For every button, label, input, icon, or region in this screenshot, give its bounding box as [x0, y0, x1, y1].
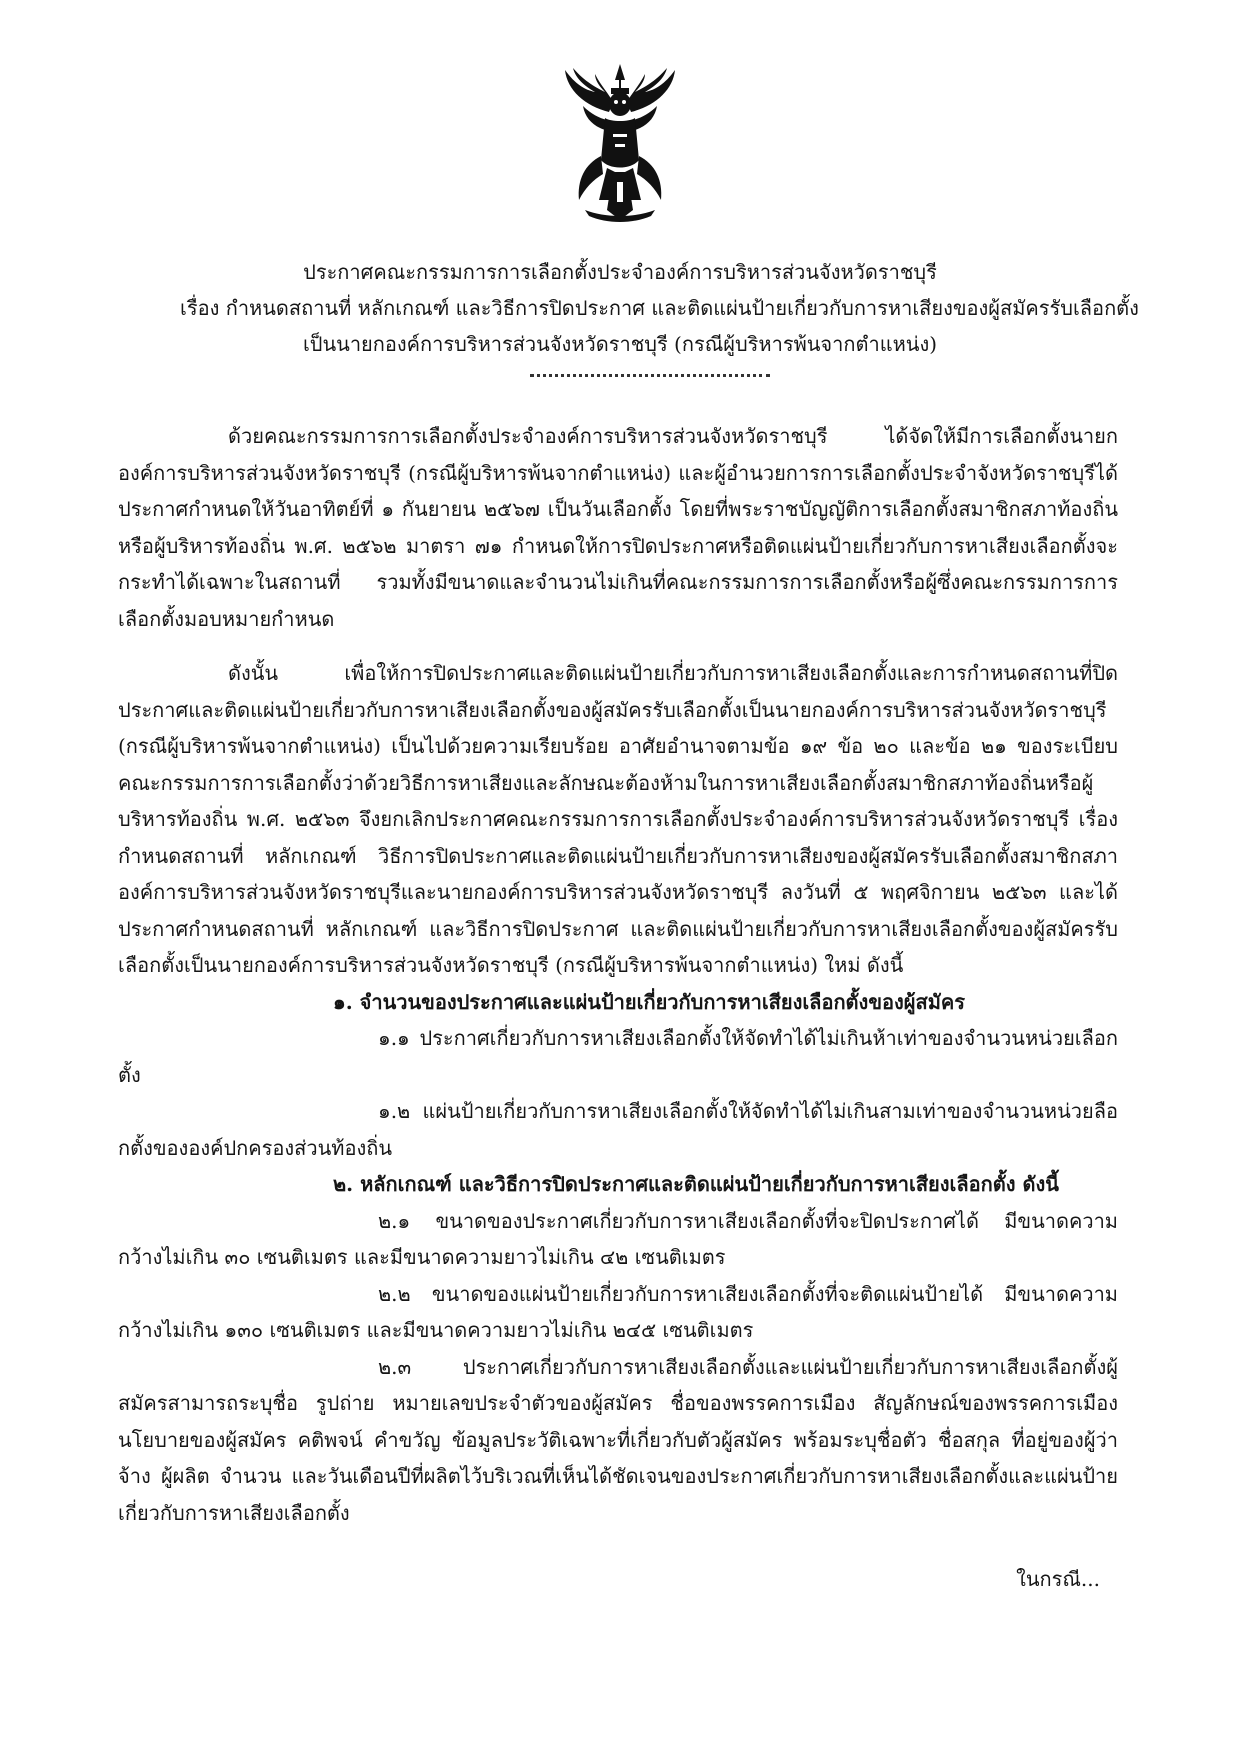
clause-2-heading: ๒. หลักเกณฑ์ และวิธีการปิดประกาศและติดแผ่นป้ายเกี่ยวกับการหาเสียงเลือกตั้ง ดังนี้	[333, 1172, 1059, 1196]
dotted-separator	[530, 374, 770, 377]
paragraph-preamble: ด้วยคณะกรรมการการเลือกตั้งประจำองค์การบริหารส่วนจังหวัดราชบุรี ได้จัดให้มีการเลือกตั้งนายกองค์การบริหารส่วนจังหวัดราชบุรี (กรณีผู้บริหารพ้นจากตำแหน่ง) และผู้อำนวยการการเลือกตั้งประจำจังหวัดราชบุรีได้ประกาศกำหนดให้วันอาทิตย์ที่ ๑ กันยายน ๒๕๖๗ เป็นวันเลือกตั้ง โดยที่พระราชบัญญัติการเลือกตั้งสมาชิกสภาท้องถิ่นหรือผู้บริหารท้องถิ่น พ.ศ. ๒๕๖๒ มาตรา ๗๑ กำหนดให้การปิดประกาศหรือติดแผ่นป้ายเกี่ยวกับการหาเสียงเลือกตั้งจะกระทำได้เฉพาะในสถานที่ รวมทั้งมีขนาดและจำนวนไม่เกินที่คณะกรรมการการเลือกตั้งหรือผู้ซึ่งคณะกรรมการการเลือกตั้งมอบหมายกำหนด	[118, 424, 1118, 631]
clause-2-1: ๒.๑ ขนาดของประกาศเกี่ยวกับการหาเสียงเลือกตั้งที่จะปิดประกาศได้ มีขนาดความกว้างไม่เกิน ๓๐ เซนติเมตร และมีขนาดความยาวไม่เกิน ๔๒ เซนติเมตร	[118, 1208, 1118, 1269]
clause-2-2: ๒.๒ ขนาดของแผ่นป้ายเกี่ยวกับการหาเสียงเลือกตั้งที่จะติดแผ่นป้ายได้ มีขนาดความกว้างไม่เกิน ๑๓๐ เซนติเมตร และมีขนาดความยาวไม่เกิน ๒๔๕ เซนติเมตร	[118, 1281, 1118, 1342]
garuda-emblem-icon	[555, 60, 685, 230]
clause-2-3: ๒.๓ ประกาศเกี่ยวกับการหาเสียงเลือกตั้งและแผ่นป้ายเกี่ยวกับการหาเสียงเลือกตั้งผู้สมัครสามารถระบุชื่อ รูปถ่าย หมายเลขประจำตัวของผู้สมัคร ชื่อของพรรคการเมือง สัญลักษณ์ของพรรคการเมือง นโยบายของผู้สมัคร คติพจน์ คำขวัญ ข้อมูลประวัติเฉพาะที่เกี่ยวกับตัวผู้สมัคร พร้อมระบุชื่อตัว ชื่อสกุล ที่อยู่ของผู้ว่าจ้าง ผู้ผลิต จำนวน และวันเดือนปีที่ผลิตไว้บริเวณที่เห็นได้ชัดเจนของประกาศเกี่ยวกับการหาเสียงเลือกตั้งและแผ่นป้ายเกี่ยวกับการหาเสียงเลือกตั้ง	[118, 1354, 1118, 1525]
subject-line: เรื่อง กำหนดสถานที่ หลักเกณฑ์ และวิธีการปิดประกาศ และติดแผ่นป้ายเกี่ยวกับการหาเสียงของผู้สมัครรับเลือกตั้ง	[180, 296, 1139, 320]
page-continuation: ในกรณี...	[1016, 1567, 1100, 1591]
clause-1-2: ๑.๒ แผ่นป้ายเกี่ยวกับการหาเสียงเลือกตั้งให้จัดทำได้ไม่เกินสามเท่าของจำนวนหน่วยลือกตั้งขององค์ปกครองส่วนท้องถิ่น	[118, 1099, 1118, 1160]
clause-1-1: ๑.๑ ประกาศเกี่ยวกับการหาเสียงเลือกตั้งให้จัดทำได้ไม่เกินห้าเท่าของจำนวนหน่วยเลือกตั้ง	[118, 1026, 1118, 1087]
announcement-title	[180, 254, 1139, 362]
clause-1-heading: ๑. จำนวนของประกาศและแผ่นป้ายเกี่ยวกับการหาเสียงเลือกตั้งของผู้สมัคร	[333, 989, 965, 1014]
announcement-body	[118, 418, 1118, 1531]
title-line: ประกาศคณะกรรมการการเลือกตั้งประจำองค์การบริหารส่วนจังหวัดราชบุรี	[303, 260, 937, 284]
paragraph-resolution: ดังนั้น เพื่อให้การปิดประกาศและติดแผ่นป้ายเกี่ยวกับการหาเสียงเลือกตั้งและการกำหนดสถานที่ปิดประกาศและติดแผ่นป้ายเกี่ยวกับการหาเสียงเลือกตั้งของผู้สมัครรับเลือกตั้งเป็นนายกองค์การบริหารส่วนจังหวัดราชบุรี (กรณีผู้บริหารพ้นจากตำแหน่ง) เป็นไปด้วยความเรียบร้อย อาศัยอำนาจตามข้อ ๑๙ ข้อ ๒๐ และข้อ ๒๑ ของระเบียบคณะกรรมการการเลือกตั้งว่าด้วยวิธีการหาเสียงและลักษณะต้องห้ามในการหาเสียงเลือกตั้งสมาชิกสภาท้องถิ่นหรือผู้บริหารท้องถิ่น พ.ศ. ๒๕๖๓ จึงยกเลิกประกาศคณะกรรมการการเลือกตั้งประจำองค์การบริหารส่วนจังหวัดราชบุรี เรื่อง กำหนดสถานที่ หลักเกณฑ์ วิธีการปิดประกาศและติดแผ่นป้ายเกี่ยวกับการหาเสียงของผู้สมัครรับเลือกตั้งสมาชิกสภาองค์การบริหารส่วนจังหวัดราชบุรีและนายกองค์การบริหารส่วนจังหวัดราชบุรี ลงวันที่ ๕ พฤศจิกายน ๒๕๖๓ และได้ประกาศกำหนดสถานที่ หลักเกณฑ์ และวิธีการปิดประกาศ และติดแผ่นป้ายเกี่ยวกับการหาเสียงเลือกตั้งของผู้สมัครรับเลือกตั้งเป็นนายกองค์การบริหารส่วนจังหวัดราชบุรี (กรณีผู้บริหารพ้นจากตำแหน่ง) ใหม่ ดังนี้	[118, 661, 1118, 977]
subject-line-continued: เป็นนายกองค์การบริหารส่วนจังหวัดราชบุรี (กรณีผู้บริหารพ้นจากตำแหน่ง)	[302, 332, 938, 356]
